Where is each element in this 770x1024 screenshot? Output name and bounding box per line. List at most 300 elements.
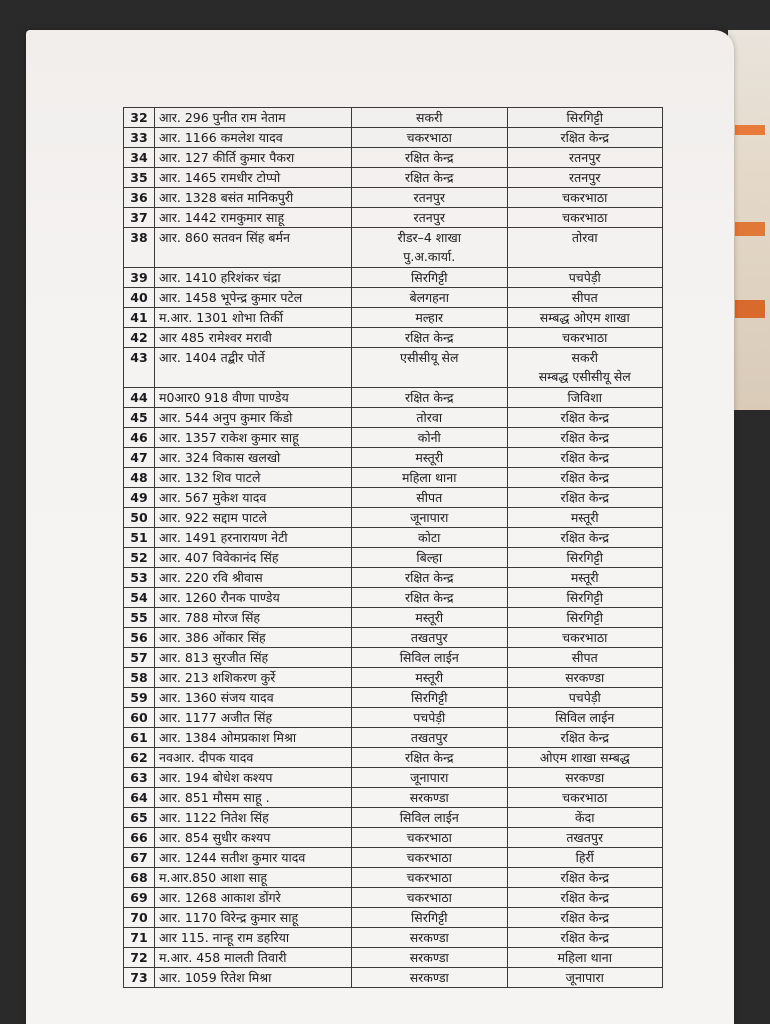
employee-name-cell-text: म.आर. 1301 शोभा तिर्की [159, 310, 284, 325]
serial-number-cell [124, 628, 155, 648]
new-posting-cell-text: जूनापारा [565, 970, 604, 985]
current-posting-cell-text: कोनी [417, 430, 441, 445]
employee-name-cell-text: आर. 922 सद्दाम पाटले [159, 510, 267, 525]
current-posting-cell [352, 928, 508, 948]
current-posting-cell-text: बिल्हा [416, 550, 443, 565]
current-posting-cell-text: रतनपुर [413, 210, 445, 225]
current-posting-cell-text: रक्षित केन्द्र [404, 390, 454, 405]
table-row [124, 148, 663, 168]
serial-number-cell [124, 948, 155, 968]
new-posting-cell [507, 108, 663, 128]
current-posting-cell-text: बेलगहना [409, 290, 449, 305]
table-row [124, 608, 663, 628]
current-posting-cell [352, 148, 508, 168]
employee-name-cell [155, 908, 352, 928]
employee-name-cell-text: आर. 854 सुधीर कश्यप [159, 830, 271, 845]
current-posting-cell-text-line2: पु.अ.कार्या. [403, 249, 456, 264]
employee-name-cell-text: आर. 788 मोरज सिंह [159, 610, 261, 625]
table-row [124, 788, 663, 808]
employee-name-cell-text: म0आर0 918 वीणा पाण्डेय [159, 390, 289, 405]
employee-name-cell-text: म.आर. 458 मालती तिवारी [159, 950, 287, 965]
serial-number-cell-text: 48 [130, 470, 148, 485]
serial-number-cell-text: 47 [130, 450, 148, 465]
new-posting-cell [507, 268, 663, 288]
current-posting-cell-text: रक्षित केन्द्र [404, 170, 454, 185]
serial-number-cell-text: 54 [130, 590, 148, 605]
new-posting-cell [507, 848, 663, 868]
serial-number-cell [124, 488, 155, 508]
new-posting-cell-text: सम्बद्ध ओएम शाखा [539, 310, 630, 325]
employee-name-cell-text: आर. 220 रवि श्रीवास [159, 570, 263, 585]
employee-name-cell [155, 668, 352, 688]
current-posting-cell [352, 668, 508, 688]
current-posting-cell-text: चकरभाठा [406, 850, 452, 865]
new-posting-cell [507, 188, 663, 208]
employee-name-cell-text: आर. 1059 रितेश मिश्रा [159, 970, 272, 985]
new-posting-cell [507, 408, 663, 428]
new-posting-cell [507, 528, 663, 548]
serial-number-cell-text: 52 [130, 550, 148, 565]
new-posting-cell [507, 788, 663, 808]
serial-number-cell [124, 548, 155, 568]
table-row [124, 208, 663, 228]
serial-number-cell-text: 70 [130, 910, 148, 925]
new-posting-cell [507, 728, 663, 748]
employee-name-cell-text: आर. 1458 भूपेन्द्र कुमार पटेल [159, 290, 303, 305]
current-posting-cell-text: सीपत [416, 490, 443, 505]
serial-number-cell-text: 66 [130, 830, 148, 845]
current-posting-cell [352, 908, 508, 928]
serial-number-cell-text: 34 [130, 150, 148, 165]
employee-name-cell [155, 948, 352, 968]
table-row [124, 188, 663, 208]
employee-name-cell-text: आर. 386 ओंकार सिंह [159, 630, 266, 645]
serial-number-cell [124, 708, 155, 728]
serial-number-cell-text: 39 [130, 270, 148, 285]
serial-number-cell [124, 648, 155, 668]
new-posting-cell-text: सिरगिट्टी [566, 110, 603, 125]
employee-name-cell [155, 728, 352, 748]
employee-name-cell [155, 648, 352, 668]
serial-number-cell-text: 71 [130, 930, 148, 945]
employee-name-cell [155, 588, 352, 608]
new-posting-cell-text: चकरभाठा [562, 210, 608, 225]
table-row [124, 528, 663, 548]
employee-name-cell-text: नवआर. दीपक यादव [159, 750, 254, 765]
table-row [124, 548, 663, 568]
current-posting-cell [352, 228, 508, 268]
new-posting-cell-text: सकरी [571, 350, 598, 365]
employee-name-cell-text: आर. 567 मुकेश यादव [159, 490, 267, 505]
employee-name-cell [155, 288, 352, 308]
table-row [124, 288, 663, 308]
new-posting-cell-text: सीपत [571, 290, 598, 305]
new-posting-cell [507, 148, 663, 168]
current-posting-cell [352, 428, 508, 448]
table-row [124, 128, 663, 148]
background-poster [728, 30, 770, 410]
new-posting-cell-text: रक्षित केन्द्र [560, 870, 609, 885]
serial-number-cell-text: 44 [130, 390, 148, 405]
table-row [124, 568, 663, 588]
employee-name-cell-text: म.आर.850 आशा साहू [159, 870, 267, 885]
new-posting-cell-text-line2: सम्बद्ध एसीसीयू सेल [538, 369, 631, 384]
current-posting-cell-text: एसीसीयू सेल [400, 350, 459, 365]
new-posting-cell-text: रक्षित केन्द्र [560, 470, 609, 485]
serial-number-cell [124, 108, 155, 128]
employee-name-cell-text: आर. 1268 आकाश डोंगरे [159, 890, 281, 905]
employee-name-cell [155, 128, 352, 148]
table-row [124, 308, 663, 328]
serial-number-cell-text: 58 [130, 670, 148, 685]
serial-number-cell-text: 43 [130, 350, 148, 365]
current-posting-cell-text: सरकण्डा [409, 950, 449, 965]
new-posting-cell-text: चकरभाठा [562, 790, 608, 805]
new-posting-cell [507, 548, 663, 568]
employee-name-cell-text: आर. 860 सतवन सिंह बर्मन [159, 230, 290, 245]
serial-number-cell-text: 46 [130, 430, 148, 445]
current-posting-cell-text: चकरभाठा [406, 830, 452, 845]
serial-number-cell [124, 348, 155, 388]
serial-number-cell [124, 928, 155, 948]
new-posting-cell [507, 868, 663, 888]
serial-number-cell-text: 50 [130, 510, 148, 525]
employee-name-cell-text: आर. 194 बोधेश कश्यप [159, 770, 273, 785]
current-posting-cell-text: रक्षित केन्द्र [404, 330, 454, 345]
current-posting-cell-text: रक्षित केन्द्र [404, 150, 454, 165]
current-posting-cell-text: सिविल लाईन [399, 650, 459, 665]
employee-name-cell-text: आर. 296 पुनीत राम नेताम [159, 110, 286, 125]
serial-number-cell [124, 428, 155, 448]
table-row [124, 588, 663, 608]
current-posting-cell-text: सिरगिट्टी [411, 910, 448, 925]
serial-number-cell [124, 608, 155, 628]
current-posting-cell [352, 328, 508, 348]
serial-number-cell [124, 528, 155, 548]
serial-number-cell [124, 688, 155, 708]
table-row [124, 848, 663, 868]
background-poster-stripe [735, 300, 765, 318]
serial-number-cell-text: 63 [130, 770, 148, 785]
serial-number-cell [124, 288, 155, 308]
employee-name-cell-text: आर. 213 शशिकरण कुर्रे [159, 670, 276, 685]
employee-name-cell-text: आर. 407 विवेकानंद सिंह [159, 550, 279, 565]
new-posting-cell [507, 288, 663, 308]
table-row [124, 668, 663, 688]
new-posting-cell-text: सिविल लाईन [555, 710, 615, 725]
serial-number-cell [124, 868, 155, 888]
current-posting-cell-text: सिविल लाईन [399, 810, 459, 825]
current-posting-cell [352, 268, 508, 288]
current-posting-cell [352, 448, 508, 468]
new-posting-cell [507, 128, 663, 148]
new-posting-cell-text: रक्षित केन्द्र [560, 410, 609, 425]
employee-name-cell [155, 488, 352, 508]
serial-number-cell [124, 268, 155, 288]
employee-name-cell [155, 788, 352, 808]
table-row [124, 688, 663, 708]
serial-number-cell [124, 568, 155, 588]
serial-number-cell [124, 228, 155, 268]
employee-name-cell [155, 868, 352, 888]
serial-number-cell-text: 64 [130, 790, 148, 805]
current-posting-cell-text: सरकण्डा [409, 970, 449, 985]
new-posting-cell [507, 768, 663, 788]
current-posting-cell [352, 388, 508, 408]
new-posting-cell-text: पचपेड़ी [568, 690, 601, 705]
serial-number-cell-text: 69 [130, 890, 148, 905]
serial-number-cell-text: 42 [130, 330, 148, 345]
serial-number-cell-text: 68 [130, 870, 148, 885]
current-posting-cell [352, 708, 508, 728]
current-posting-cell-text: सिरगिट्टी [411, 270, 448, 285]
table-row [124, 868, 663, 888]
new-posting-cell [507, 348, 663, 388]
employee-name-cell [155, 888, 352, 908]
employee-name-cell-text: आर 115. नान्हू राम डहरिया [159, 930, 290, 945]
serial-number-cell-text: 36 [130, 190, 148, 205]
table-row [124, 108, 663, 128]
current-posting-cell [352, 948, 508, 968]
serial-number-cell-text: 45 [130, 410, 148, 425]
new-posting-cell [507, 808, 663, 828]
new-posting-cell [507, 628, 663, 648]
employee-name-cell [155, 608, 352, 628]
new-posting-cell-text: सीपत [571, 650, 598, 665]
new-posting-cell [507, 928, 663, 948]
new-posting-cell [507, 428, 663, 448]
employee-name-cell-text: आर. 1491 हरनारायण नेटी [159, 530, 288, 545]
current-posting-cell-text: रक्षित केन्द्र [404, 750, 454, 765]
new-posting-cell-text: चकरभाठा [562, 190, 608, 205]
employee-name-cell [155, 708, 352, 728]
employee-name-cell-text: आर. 1170 विरेन्द्र कुमार साहू [159, 910, 299, 925]
current-posting-cell [352, 208, 508, 228]
serial-number-cell [124, 328, 155, 348]
serial-number-cell-text: 38 [130, 230, 148, 245]
current-posting-cell-text: मस्तूरी [415, 450, 444, 465]
new-posting-cell-text: तोरवा [571, 230, 598, 245]
employee-name-cell [155, 388, 352, 408]
new-posting-cell [507, 228, 663, 268]
current-posting-cell-text: तोरवा [416, 410, 443, 425]
background-poster-stripe [735, 222, 765, 236]
employee-name-cell [155, 508, 352, 528]
serial-number-cell-text: 72 [130, 950, 148, 965]
new-posting-cell [507, 748, 663, 768]
employee-name-cell-text: आर. 1360 संजय यादव [159, 690, 274, 705]
employee-name-cell-text: आर. 1166 कमलेश यादव [159, 130, 283, 145]
new-posting-cell [507, 888, 663, 908]
employee-name-cell [155, 208, 352, 228]
new-posting-cell-text: रक्षित केन्द्र [560, 530, 609, 545]
current-posting-cell-text: सरकण्डा [409, 790, 449, 805]
employee-name-cell-text: आर. 1404 तद्बीर पोर्ते [159, 350, 265, 365]
serial-number-cell [124, 388, 155, 408]
current-posting-cell [352, 568, 508, 588]
new-posting-cell [507, 168, 663, 188]
new-posting-cell-text: रक्षित केन्द्र [560, 450, 609, 465]
new-posting-cell [507, 688, 663, 708]
table-row [124, 748, 663, 768]
current-posting-cell-text: चकरभाठा [406, 130, 452, 145]
employee-name-cell-text: आर. 1465 रामधीर टोप्पो [159, 170, 281, 185]
employee-name-cell [155, 848, 352, 868]
serial-number-cell-text: 62 [130, 750, 148, 765]
new-posting-cell-text: सिरगिट्टी [566, 590, 603, 605]
new-posting-cell [507, 828, 663, 848]
current-posting-cell [352, 488, 508, 508]
serial-number-cell-text: 59 [130, 690, 148, 705]
table-row [124, 708, 663, 728]
new-posting-cell-text: जिविशा [567, 390, 602, 405]
serial-number-cell [124, 408, 155, 428]
employee-name-cell-text: आर. 1177 अजीत सिंह [159, 710, 273, 725]
serial-number-cell-text: 51 [130, 530, 148, 545]
table-row [124, 908, 663, 928]
table-row [124, 428, 663, 448]
serial-number-cell-text: 37 [130, 210, 148, 225]
current-posting-cell [352, 348, 508, 388]
table-row [124, 268, 663, 288]
new-posting-cell [507, 908, 663, 928]
current-posting-cell [352, 868, 508, 888]
current-posting-cell [352, 128, 508, 148]
current-posting-cell-text: मस्तूरी [415, 610, 444, 625]
new-posting-cell [507, 608, 663, 628]
serial-number-cell-text: 61 [130, 730, 148, 745]
current-posting-cell [352, 588, 508, 608]
new-posting-cell-text: तखतपुर [566, 830, 604, 845]
serial-number-cell-text: 55 [130, 610, 148, 625]
transfer-table-body [124, 108, 663, 988]
employee-name-cell [155, 348, 352, 388]
table-row [124, 648, 663, 668]
table-row [124, 228, 663, 268]
new-posting-cell [507, 708, 663, 728]
current-posting-cell [352, 748, 508, 768]
serial-number-cell [124, 968, 155, 988]
serial-number-cell [124, 308, 155, 328]
employee-name-cell [155, 568, 352, 588]
current-posting-cell [352, 408, 508, 428]
employee-name-cell [155, 328, 352, 348]
current-posting-cell-text: रतनपुर [413, 190, 445, 205]
current-posting-cell [352, 468, 508, 488]
employee-name-cell [155, 448, 352, 468]
serial-number-cell [124, 828, 155, 848]
serial-number-cell-text: 33 [130, 130, 148, 145]
current-posting-cell [352, 648, 508, 668]
current-posting-cell-text: सिरगिट्टी [411, 690, 448, 705]
new-posting-cell [507, 508, 663, 528]
current-posting-cell-text: जूनापारा [410, 510, 449, 525]
current-posting-cell-text: महिला थाना [402, 470, 457, 485]
current-posting-cell [352, 188, 508, 208]
current-posting-cell [352, 608, 508, 628]
current-posting-cell [352, 288, 508, 308]
current-posting-cell-text: रीडर–4 शाखा [397, 230, 462, 245]
serial-number-cell-text: 65 [130, 810, 148, 825]
employee-name-cell [155, 808, 352, 828]
new-posting-cell-text: रतनपुर [569, 170, 601, 185]
serial-number-cell-text: 35 [130, 170, 148, 185]
new-posting-cell-text: रक्षित केन्द्र [560, 730, 609, 745]
table-row [124, 488, 663, 508]
new-posting-cell-text: सरकण्डा [565, 770, 605, 785]
employee-name-cell [155, 768, 352, 788]
current-posting-cell [352, 628, 508, 648]
new-posting-cell [507, 488, 663, 508]
employee-name-cell [155, 408, 352, 428]
new-posting-cell-text: ओएम शाखा सम्बद्ध [539, 750, 630, 765]
current-posting-cell [352, 688, 508, 708]
current-posting-cell [352, 728, 508, 748]
current-posting-cell-text: सकरी [416, 110, 443, 125]
new-posting-cell-text: चकरभाठा [562, 330, 608, 345]
table-row [124, 928, 663, 948]
new-posting-cell-text: रक्षित केन्द्र [560, 890, 609, 905]
current-posting-cell-text: मल्हार [415, 310, 444, 325]
serial-number-cell [124, 728, 155, 748]
new-posting-cell-text: रक्षित केन्द्र [560, 430, 609, 445]
current-posting-cell [352, 548, 508, 568]
employee-name-cell [155, 148, 352, 168]
new-posting-cell-text: रतनपुर [569, 150, 601, 165]
current-posting-cell-text: कोटा [418, 530, 441, 545]
employee-name-cell-text: आर. 1244 सतीश कुमार यादव [159, 850, 306, 865]
current-posting-cell [352, 108, 508, 128]
serial-number-cell [124, 168, 155, 188]
current-posting-cell [352, 808, 508, 828]
serial-number-cell [124, 468, 155, 488]
employee-name-cell-text: आर. 1328 बसंत मानिकपुरी [159, 190, 294, 205]
new-posting-cell [507, 388, 663, 408]
current-posting-cell [352, 168, 508, 188]
table-row [124, 388, 663, 408]
new-posting-cell [507, 308, 663, 328]
current-posting-cell [352, 828, 508, 848]
serial-number-cell [124, 668, 155, 688]
new-posting-cell [507, 668, 663, 688]
new-posting-cell [507, 948, 663, 968]
new-posting-cell-text: मस्तूरी [570, 570, 599, 585]
current-posting-cell [352, 968, 508, 988]
new-posting-cell-text: मस्तूरी [570, 510, 599, 525]
serial-number-cell-text: 40 [130, 290, 148, 305]
table-row [124, 888, 663, 908]
current-posting-cell-text: तखतपुर [410, 730, 448, 745]
serial-number-cell [124, 448, 155, 468]
employee-name-cell [155, 168, 352, 188]
current-posting-cell-text: मस्तूरी [415, 670, 444, 685]
new-posting-cell [507, 468, 663, 488]
new-posting-cell-text: रक्षित केन्द्र [560, 930, 609, 945]
serial-number-cell [124, 848, 155, 868]
new-posting-cell-text: रक्षित केन्द्र [560, 910, 609, 925]
new-posting-cell [507, 208, 663, 228]
table-row [124, 968, 663, 988]
serial-number-cell [124, 188, 155, 208]
current-posting-cell-text: रक्षित केन्द्र [404, 590, 454, 605]
employee-name-cell-text: आर. 544 अनुप कुमार किंडो [159, 410, 293, 425]
employee-name-cell-text: आर. 851 मौसम साहू . [159, 790, 270, 805]
new-posting-cell-text: सिरगिट्टी [566, 550, 603, 565]
table-row [124, 468, 663, 488]
serial-number-cell-text: 49 [130, 490, 148, 505]
employee-name-cell [155, 828, 352, 848]
employee-name-cell [155, 928, 352, 948]
